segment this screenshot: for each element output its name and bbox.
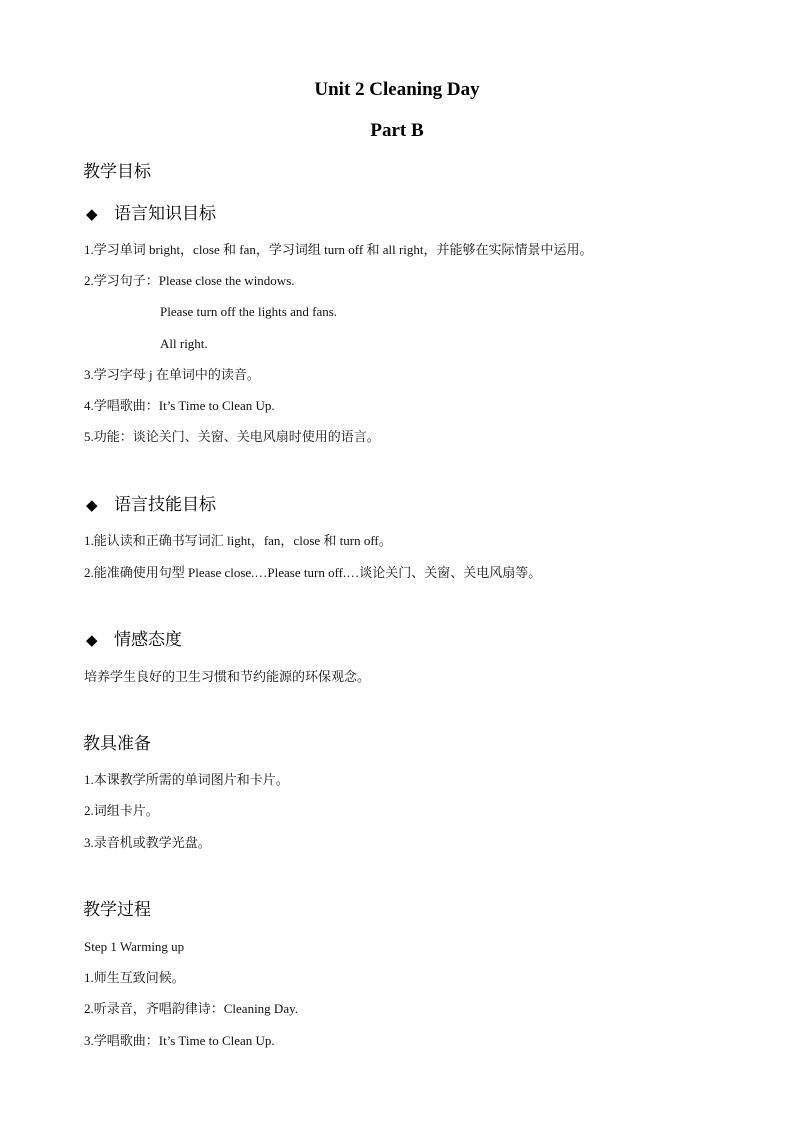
knowledge-line-2: 2.学习句子：Please close the windows. [84, 273, 295, 288]
knowledge-line-5: 3.学习字母 j 在单词中的读音。 [84, 367, 260, 382]
knowledge-line-7: 5.功能：谈论关门、关窗、关电风扇时使用的语言。 [84, 429, 380, 444]
attitude-line-1: 培养学生良好的卫生习惯和节约能源的环保观念。 [84, 669, 371, 684]
diamond-bullet-icon: ◆ [86, 496, 98, 514]
document-subtitle: Part B [370, 120, 424, 141]
materials-line-3: 3.录音机或教学光盘。 [84, 835, 211, 850]
subheading-skills [86, 494, 216, 516]
process-line-4: 3.学唱歌曲：It’s Time to Clean Up. [84, 1033, 275, 1048]
subheading-label: 语言知识目标 [114, 204, 216, 224]
knowledge-line-1: 1.学习单词 bright，close 和 fan，学习词组 turn off 和 all right，并能够在实际情景中运用。 [84, 242, 593, 257]
section-heading-process: 教学过程 [83, 900, 151, 920]
diamond-bullet-icon: ◆ [86, 631, 98, 649]
subheading-knowledge [86, 203, 216, 225]
knowledge-line-4: All right. [160, 336, 208, 351]
diamond-bullet-icon: ◆ [86, 205, 98, 223]
process-line-3: 2.听录音，齐唱韵律诗：Cleaning Day. [84, 1001, 298, 1016]
section-heading-materials: 教具准备 [83, 734, 151, 754]
process-line-1: Step 1 Warming up [84, 939, 185, 954]
knowledge-line-3: Please turn off the lights and fans. [160, 304, 338, 319]
document-title: Unit 2 Cleaning Day [314, 79, 480, 100]
skills-line-1: 1.能认读和正确书写词汇 light，fan，close 和 turn off。 [84, 533, 392, 548]
process-line-2: 1.师生互致问候。 [84, 970, 185, 985]
section-heading-objectives: 教学目标 [83, 162, 151, 182]
materials-line-2: 2.词组卡片。 [84, 803, 159, 818]
subheading-attitude [86, 629, 182, 651]
subheading-label: 情感态度 [114, 630, 182, 650]
subheading-label: 语言技能目标 [114, 495, 216, 515]
materials-line-1: 1.本课教学所需的单词图片和卡片。 [84, 772, 289, 787]
knowledge-line-6: 4.学唱歌曲：It’s Time to Clean Up. [84, 398, 275, 413]
skills-line-2: 2.能准确使用句型 Please close.…Please turn off.…谈论关门、关窗、关电风扇等。 [84, 565, 542, 580]
